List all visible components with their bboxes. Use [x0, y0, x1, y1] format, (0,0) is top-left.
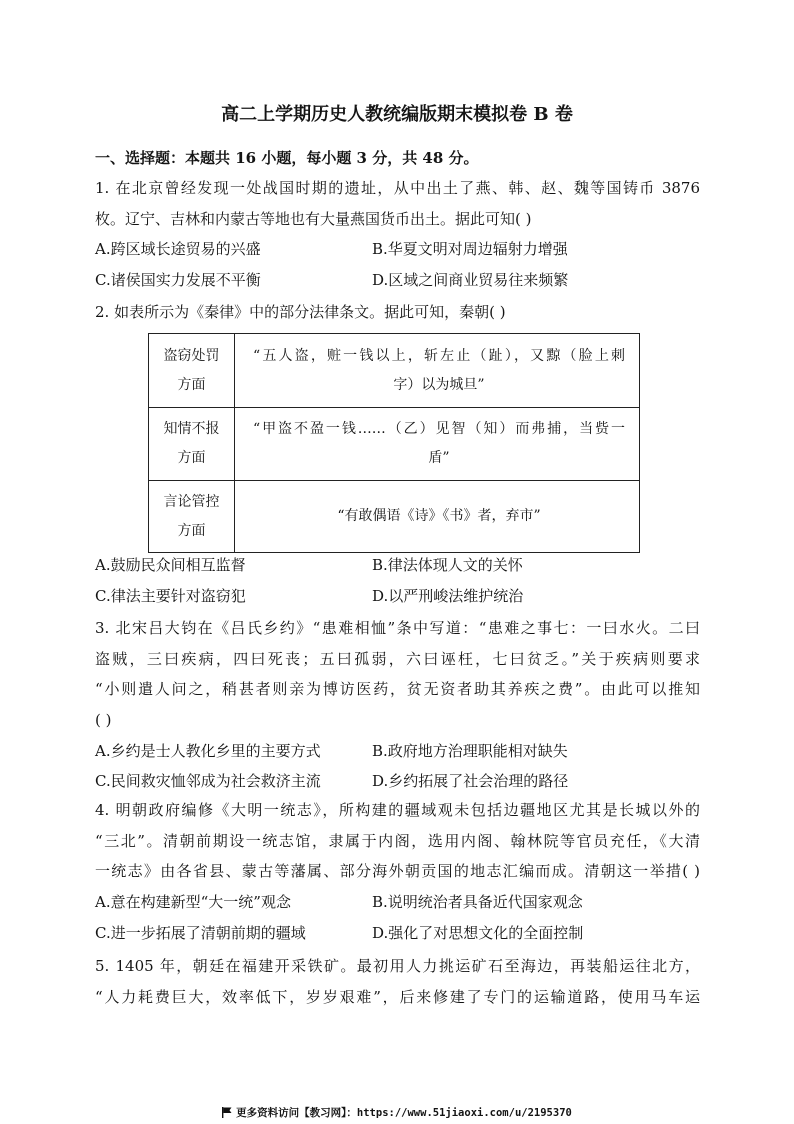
- question-1-option-b: B.华夏文明对周边辐射力增强: [372, 240, 568, 259]
- page-title: 高二上学期历史人教统编版期末模拟卷 B 卷: [221, 104, 573, 125]
- aspect-text: 盗窃处罚: [163, 347, 220, 364]
- content-text: “有敢偶语《诗》《书》者，弃市”: [337, 508, 541, 524]
- content-text: 字）以为城旦”: [393, 376, 485, 393]
- question-2-option-a: A.鼓励民众间相互监督: [95, 556, 246, 574]
- question-3-options-row: [95, 736, 700, 767]
- question-2-option-c: C.律法主要针对盗窃犯: [95, 586, 246, 605]
- content-text: “甲盗不盈一钱……（乙）见智（知）而弗捕，当赀一: [253, 421, 625, 437]
- table-aspect-cell: [149, 334, 235, 408]
- question-2-options: [95, 550, 700, 611]
- table-row: [149, 408, 640, 481]
- qin-law-table: [148, 333, 640, 553]
- question-2-option-b: B.律法体现人文的关怀: [372, 556, 523, 574]
- question-1: [95, 173, 700, 296]
- question-1-option-a: A.跨区域长途贸易的兴盛: [95, 240, 261, 259]
- page-footer: [0, 1104, 794, 1120]
- question-3-option-b: B.政府地方治理职能相对缺失: [372, 741, 568, 760]
- question-1-stem-line: 1. 在北京曾经发现一处战国时期的遗址，从中出土了燕、韩、赵、魏等国铸币 3876: [95, 179, 700, 197]
- question-2-options-row: [95, 581, 700, 612]
- question-2-option-d: D.以严刑峻法维护统治: [372, 586, 524, 605]
- aspect-text: 方面: [177, 450, 206, 466]
- question-2-options-row: [95, 550, 700, 581]
- table-content-cell: [235, 481, 640, 553]
- aspect-text: 言论管控: [163, 493, 220, 510]
- aspect-text: 知情不报: [163, 421, 220, 437]
- table-content-cell: [235, 408, 640, 481]
- question-4-option-b: B.说明统治者具备近代国家观念: [372, 893, 583, 912]
- question-4-options-row: [95, 918, 700, 949]
- question-2-stem: [95, 297, 700, 328]
- question-3-stem-line: “小则遣人问之，稍甚者则亲为博访医药，贫无资者助其养疾之费”。由此可以推知: [95, 680, 700, 699]
- question-4-option-a: A.意在构建新型“大一统”观念: [95, 893, 291, 912]
- question-2-stem-line: 2. 如表所示为《秦律》中的部分法律条文。据此可知，秦朝( ): [95, 303, 506, 321]
- question-4-options-row: [95, 887, 700, 918]
- table-aspect-cell: [149, 481, 235, 553]
- question-1-option-c: C.诸侯国实力发展不平衡: [95, 271, 261, 290]
- footer-text: 更多资料访问【教习网】：https://www.51jiaoxi.com/u/2195370: [236, 1106, 572, 1119]
- question-5-stem-line: “人力耗费巨大，效率低下，岁岁艰难”，后来修建了专门的运输道路，使用马车运: [95, 987, 700, 1006]
- aspect-text: 方面: [177, 522, 206, 539]
- aspect-text: 方面: [177, 376, 206, 393]
- section-heading-block: [95, 143, 700, 174]
- table-row: [149, 334, 640, 408]
- question-3-options-row: [95, 766, 700, 797]
- question-3-stem-line: 盗贼，三曰疾病，四曰死丧；五曰孤弱，六曰诬枉，七曰贫乏。”关于疾病则要求: [95, 649, 700, 668]
- table-row: [149, 481, 640, 553]
- table-aspect-cell: [149, 408, 235, 481]
- flag-icon: [222, 1107, 232, 1118]
- question-3: [95, 613, 700, 797]
- content-text: “五人盗，赃一钱以上，斩左止（趾），又黥（脸上刺: [253, 347, 625, 364]
- question-3-stem-line: ( ): [95, 711, 112, 730]
- question-3-option-d: D.乡约拓展了社会治理的路径: [372, 772, 569, 791]
- question-1-option-d: D.区域之间商业贸易往来频繁: [372, 271, 569, 290]
- question-3-option-c: C.民间救灾恤邻成为社会救济主流: [95, 772, 321, 791]
- table-content-cell: [235, 334, 640, 408]
- content-text: 盾”: [428, 450, 450, 466]
- question-4-stem-line: 一统志》由各省县、蒙古等藩属、部分海外朝贡国的地志汇编而成。清朝这一举措( ): [95, 862, 700, 881]
- question-1-stem-line: 枚。辽宁、吉林和内蒙古等地也有大量燕国货币出土。据此可知( ): [95, 209, 532, 228]
- question-3-stem-line: 3. 北宋吕大钧在《吕氏乡约》“患难相恤”条中写道：“患难之事七：一曰水火。二曰: [95, 619, 700, 637]
- question-3-option-a: A.乡约是士人教化乡里的主要方式: [95, 741, 321, 760]
- question-4-option-d: D.强化了对思想文化的全面控制: [372, 923, 584, 942]
- question-5: [95, 951, 700, 1012]
- question-4-option-c: C.进一步拓展了清朝前期的疆域: [95, 923, 306, 942]
- question-4-stem-line: “三北”。清朝前期设一统志馆，隶属于内阁，选用内阁、翰林院等官员充任，《大清: [95, 831, 700, 850]
- section-heading: 一、选择题：本题共 16 小题，每小题 3 分，共 48 分。: [95, 149, 479, 167]
- question-4-stem-line: 4. 明朝政府编修《大明一统志》，所构建的疆域观未包括边疆地区尤其是长城以外的: [95, 801, 700, 819]
- question-4: [95, 795, 700, 948]
- question-5-stem-line: 5. 1405 年，朝廷在福建开采铁矿。最初用人力挑运矿石至海边，再装船运往北方，: [95, 957, 700, 975]
- question-1-options-row: [95, 234, 700, 265]
- question-1-options-row: [95, 265, 700, 296]
